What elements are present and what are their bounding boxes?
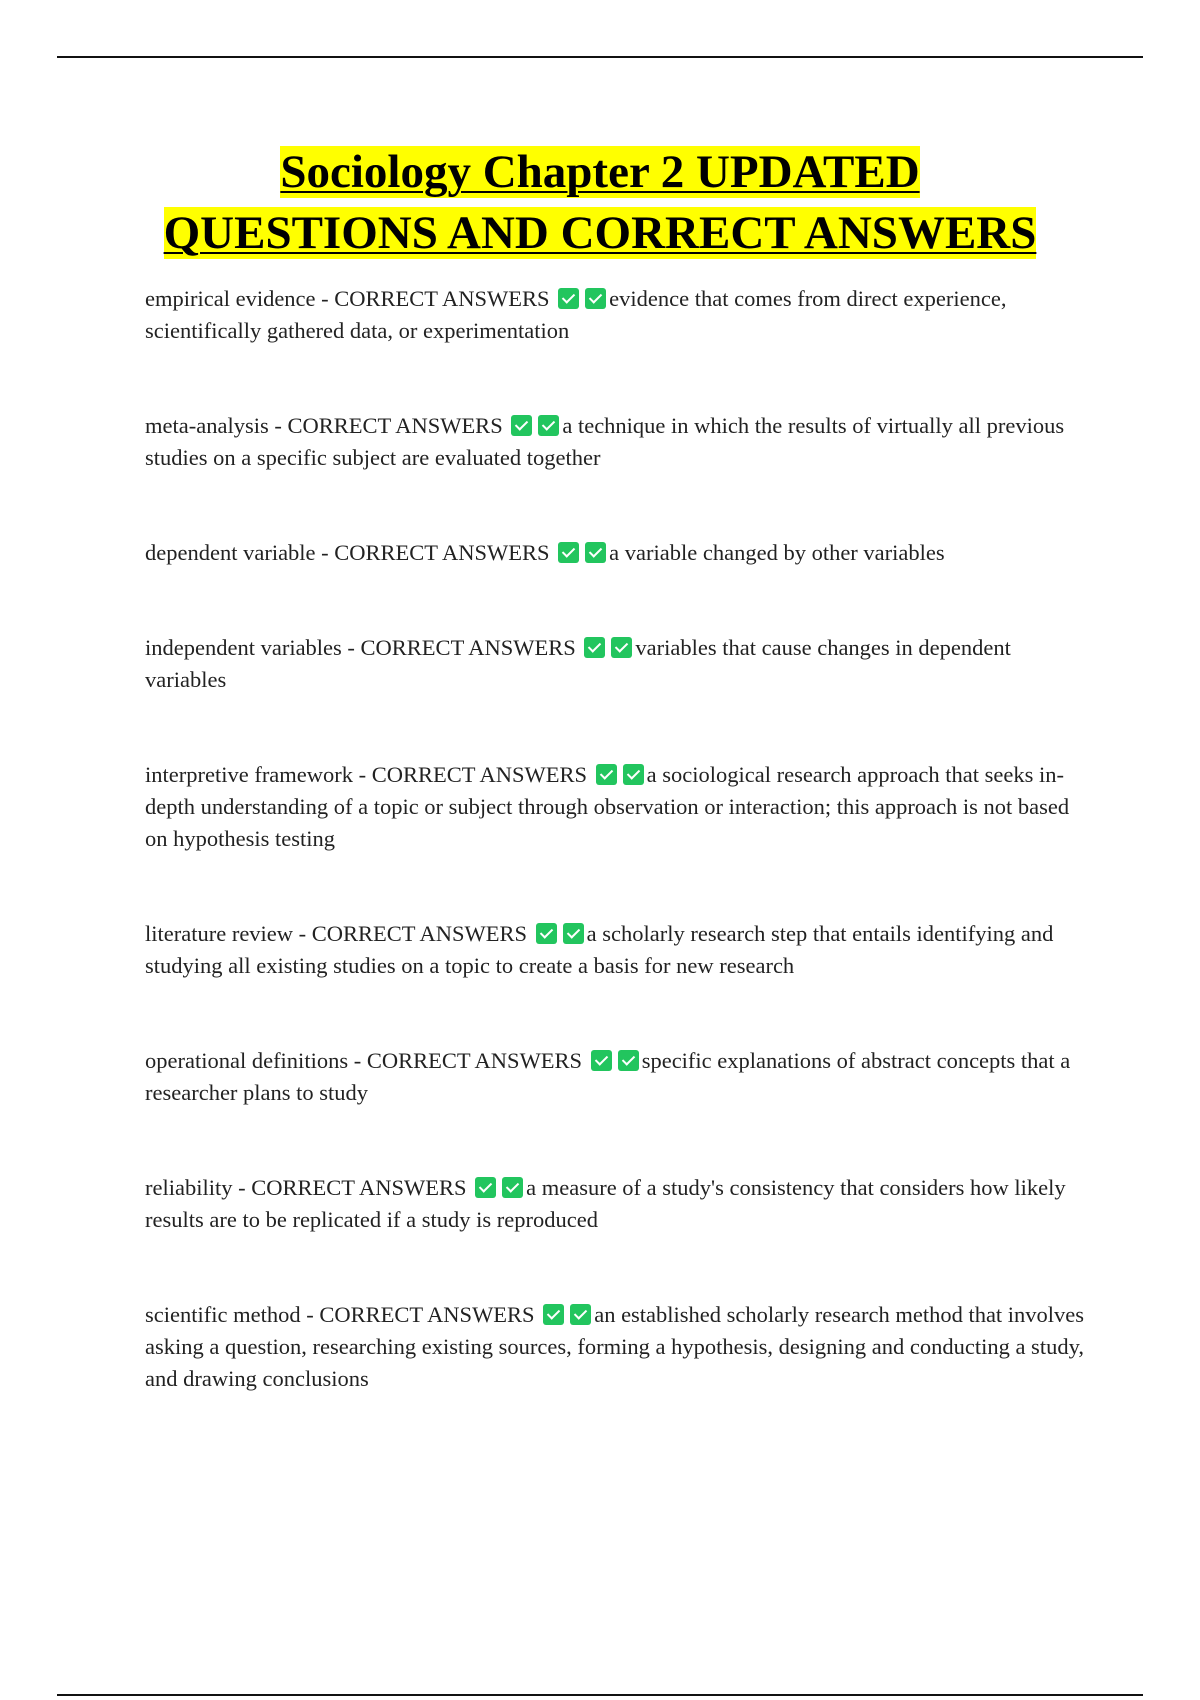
check-mark-icon	[558, 288, 579, 309]
entry-term: scientific method - CORRECT ANSWERS	[145, 1302, 535, 1327]
entry	[145, 410, 1090, 474]
entry-definition: a technique in which the results of virtually all previous studies on a specific subject are evaluated together	[145, 413, 1065, 470]
check-mark-icon	[623, 764, 644, 785]
entry-definition: a variable changed by other variables	[609, 540, 945, 565]
check-mark-icon	[543, 1304, 564, 1325]
check-mark-icon	[536, 923, 557, 944]
entry-definition: a scholarly research step that entails identifying and studying all existing studies on a topic to create a basis for new research	[145, 921, 1054, 978]
check-mark-icon	[596, 764, 617, 785]
check-mark-icon	[502, 1177, 523, 1198]
entry	[145, 1299, 1090, 1395]
document-title	[100, 142, 1100, 264]
top-rule	[57, 56, 1143, 58]
entry-term: empirical evidence - CORRECT ANSWERS	[145, 286, 550, 311]
entry-term: dependent variable - CORRECT ANSWERS	[145, 540, 550, 565]
title-line-2: QUESTIONS AND CORRECT ANSWERS	[163, 207, 1037, 259]
title-line-1: Sociology Chapter 2 UPDATED	[280, 146, 920, 198]
entry-term: operational definitions - CORRECT ANSWERS	[145, 1048, 583, 1073]
entry	[145, 632, 1090, 696]
entry-definition: an established scholarly research method that involves asking a question, researching existing sources, forming a hypothesis, designing and conducting a study, and drawing conclusions	[145, 1302, 1085, 1391]
entry-definition: variables that cause changes in dependent variables	[145, 635, 1011, 692]
entry-term: independent variables - CORRECT ANSWERS	[145, 635, 576, 660]
check-mark-icon	[558, 542, 579, 563]
check-mark-icon	[511, 415, 532, 436]
check-mark-icon	[584, 637, 605, 658]
entries-list	[145, 283, 1090, 1395]
check-mark-icon	[585, 288, 606, 309]
entry-term: reliability - CORRECT ANSWERS	[145, 1175, 467, 1200]
entry-definition: a measure of a study's consistency that considers how likely results are to be replicated if a study is reproduced	[145, 1175, 1066, 1232]
entry-definition: evidence that comes from direct experience, scientifically gathered data, or experimentation	[145, 286, 1007, 343]
check-mark-icon	[611, 637, 632, 658]
entry-term: interpretive framework - CORRECT ANSWERS	[145, 762, 588, 787]
check-mark-icon	[538, 415, 559, 436]
entry	[145, 1172, 1090, 1236]
entry-term: meta-analysis - CORRECT ANSWERS	[145, 413, 503, 438]
check-mark-icon	[570, 1304, 591, 1325]
entry	[145, 759, 1090, 855]
check-mark-icon	[563, 923, 584, 944]
entry	[145, 1045, 1090, 1109]
check-mark-icon	[475, 1177, 496, 1198]
entry-definition: specific explanations of abstract concepts that a researcher plans to study	[145, 1048, 1071, 1105]
entry-definition: a sociological research approach that seeks in-depth understanding of a topic or subject through observation or interaction; this approach is not based on hypothesis testing	[145, 762, 1070, 851]
bottom-rule	[57, 1694, 1143, 1696]
entry	[145, 918, 1090, 982]
check-mark-icon	[618, 1050, 639, 1071]
entry-term: literature review - CORRECT ANSWERS	[145, 921, 528, 946]
entry	[145, 537, 1090, 569]
check-mark-icon	[585, 542, 606, 563]
entry	[145, 283, 1090, 347]
check-mark-icon	[591, 1050, 612, 1071]
